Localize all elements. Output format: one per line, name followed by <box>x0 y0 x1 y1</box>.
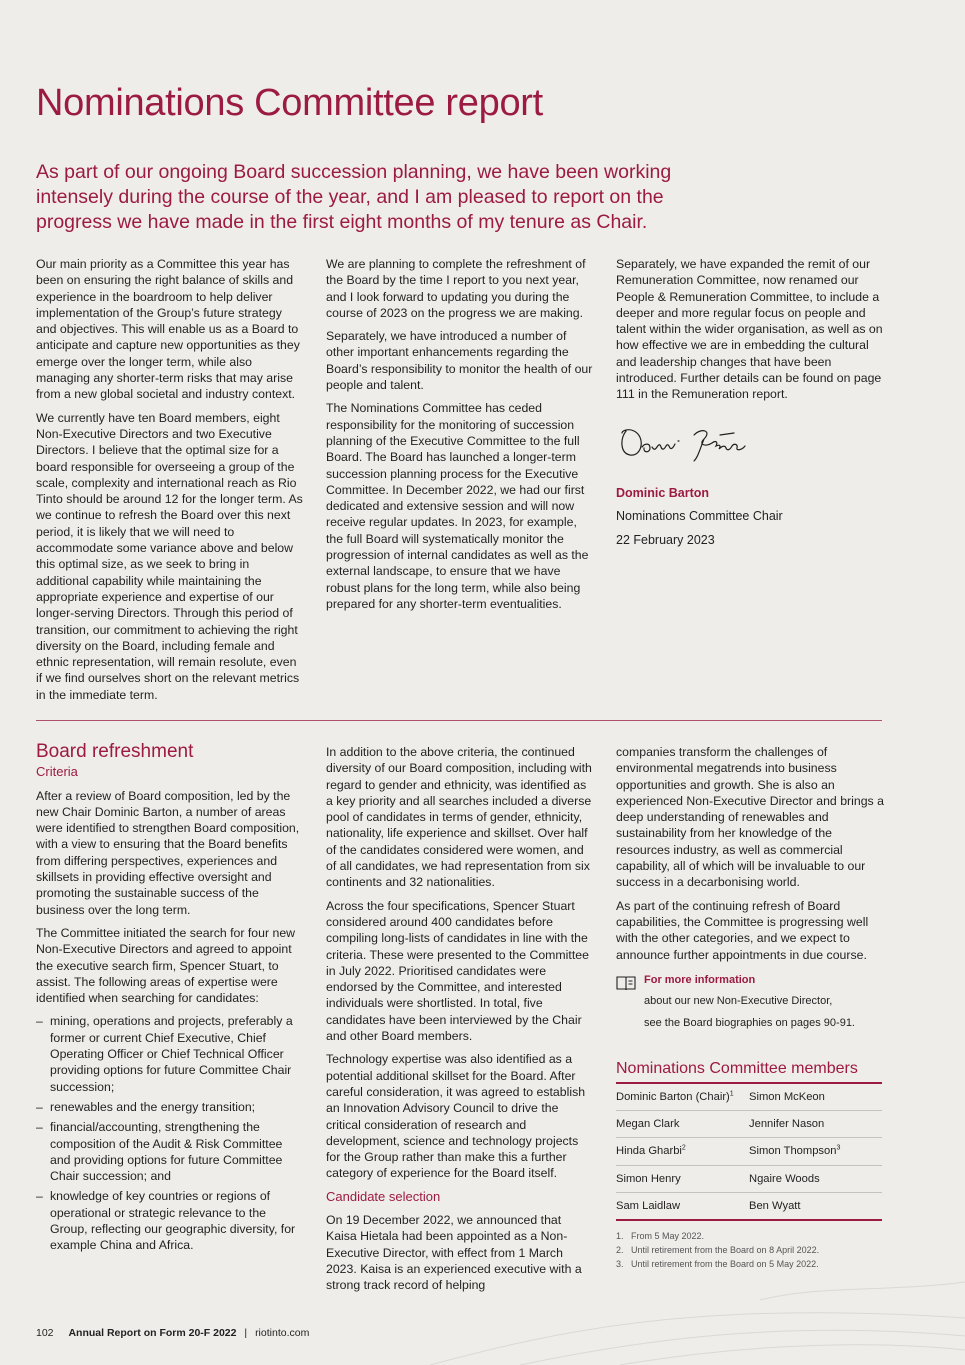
subheading-criteria: Criteria <box>36 764 78 780</box>
table-row <box>616 1138 882 1165</box>
board-refreshment-column-3 <box>616 744 884 1271</box>
paragraph: Technology expertise was also identified as a potential additional skillset for the Board. After careful consideration, it was agreed to establish an Innovation Advisory Council to drive the critical consideration of research and development, science and technology projects for the Group rather than make this a further category of experience for the Board itself. <box>326 1052 586 1181</box>
open-book-icon <box>616 973 636 1038</box>
paragraph: The Committee initiated the search for four new Non-Executive Directors and agreed to appoint the executive search firm, Spencer Stuart, to assist. The following areas of expertise were identified when searching for candidates: <box>36 925 296 1006</box>
page-number: 102 <box>36 1327 54 1339</box>
member-name: Simon Thompson$^3$ <box>749 1138 882 1165</box>
paragraph: Our main priority as a Committee this year has been on ensuring the right balance of skills and experience in the boardroom to help deliver implementation of the Group’s future strategy and objectives. This will enable us as a Board to anticipate and capture new opportunities as they emerge over the longer term, while also managing any shorter-term risks that may arise from a new global societal and industry context. <box>36 257 300 402</box>
footer-separator: | <box>244 1327 248 1339</box>
paragraph: We currently have ten Board members, eight Non-Executive Directors and two Executive Directors. I believe that the optimal size for a board responsible for overseeing a group of the scale, complexity and international reach as Rio Tinto should be around 12 for the longer term. As we continue to refresh the Board over this next period, it is likely that we will need to accommodate some variance above and below this optimal size, as we seek to bring in additional capability while maintaining the appropriate experience and expertise of our longer-serving Directors. Through this period of transition, our commitment to achieving the right diversity on the Board, including female and ethnic representation, will remain resolute, even if we find ourselves short on the relevant metrics in the immediate term. <box>36 410 303 702</box>
top-column-3 <box>616 256 884 555</box>
member-name: Simon McKeon <box>749 1083 882 1111</box>
members-table <box>616 1082 882 1221</box>
member-name: Simon Henry <box>616 1165 749 1192</box>
paragraph: Across the four specifications, Spencer Stuart considered around 400 candidates before compiling long-lists of candidates in line with the criteria. These were presented to the Committee in July 2022. Prioritised candidates were endorsed by the Committee, and interested individuals were shortlisted. In total, five candidates have been interviewed by the Chair and other Board members. <box>326 898 589 1044</box>
top-column-2 <box>326 256 594 619</box>
paragraph: In addition to the above criteria, the continued diversity of our Board composition, including with regard to gender and ethnicity, was identified as a key priority and all searches included a diverse pool of candidates in terms of gender, ethnicity, nationality, life experience and skillset. Over half of the candidates considered were women, and of all candidates, we had representation from six continents and 32 nationalities. <box>326 745 592 890</box>
members-footnotes <box>616 1229 884 1271</box>
intro-statement: As part of our ongoing Board succession planning, we have been working intensely during the course of the year, and I am pleased to report on the progress we have made in the first eight months of my tenure as Chair. <box>36 161 672 233</box>
more-info-title: For more information <box>644 973 756 986</box>
table-row <box>616 1165 882 1192</box>
list-item: – financial/accounting, strengthening the composition of the Audit & Risk Committee and providing options for future Committee Chair succession; and <box>36 1119 304 1184</box>
top-column-1 <box>36 256 304 710</box>
member-name: Hinda Gharbi$^2$ <box>616 1138 749 1165</box>
list-item: – renewables and the energy transition; <box>36 1099 304 1115</box>
signatory-name: Dominic Barton <box>616 485 710 500</box>
board-refreshment-column-2 <box>326 744 594 1301</box>
report-name: Annual Report on Form 20-F 2022 <box>68 1327 237 1339</box>
subheading-candidate-selection: Candidate selection <box>326 1188 441 1204</box>
board-refreshment-column-1 <box>36 741 304 1260</box>
expertise-list <box>36 1013 304 1253</box>
member-name: Megan Clark <box>616 1110 749 1137</box>
member-name: Ben Wyatt <box>749 1199 801 1212</box>
table-row <box>616 1083 882 1111</box>
more-info-link[interactable]: see the Board biographies on pages 90-91. <box>644 1016 855 1029</box>
page-title: Nominations Committee report <box>36 82 543 124</box>
member-name: Ngaire Woods <box>749 1165 882 1192</box>
footnote: 1. From 5 May 2022. <box>616 1231 705 1242</box>
paragraph: As part of the continuing refresh of Board capabilities, the Committee is progressing well with the other categories, and we expect to announce further appointments in due course. <box>616 898 869 962</box>
section-divider <box>36 720 882 721</box>
website-link[interactable]: riotinto.com <box>255 1327 310 1339</box>
footnote: 2. Until retirement from the Board on 8 April 2022. <box>616 1245 820 1256</box>
paragraph: On 19 December 2022, we announced that Kaisa Hietala had been appointed as a Non-Executive Director, with effect from 1 March 2023. Kaisa is an experienced executive with a strong track record of helping <box>326 1213 582 1293</box>
signatory-role: Nominations Committee Chair <box>616 509 783 524</box>
member-name: Sam Laidlaw <box>616 1199 681 1212</box>
more-info-callout[interactable] <box>616 973 884 1038</box>
more-info-line: about our new Non-Executive Director, <box>644 995 833 1008</box>
member-name: Dominic Barton (Chair)$^1$ <box>616 1083 749 1111</box>
paragraph: Separately, we have expanded the remit of our Remuneration Committee, now renamed our People & Remuneration Committee, to include a deeper and more regular focus on people and talent within the wider organisation, as well as on how effective we are in embedding the cultural and leadership changes that have been introduced. Further details can be found on page 111 in the Remuneration report. <box>616 257 883 402</box>
paragraph: Separately, we have introduced a number of other important enhancements regarding the Board’s responsibility to monitor the health of our people and talent. <box>326 329 593 393</box>
list-item: – mining, operations and projects, preferably a former or current Chief Executive, Chief Operating Officer or Chief Technical Officer providing options for future Committee Chair succession; <box>36 1013 304 1094</box>
section-heading-board-refreshment: Board refreshment <box>36 741 194 762</box>
member-name: Jennifer Nason <box>749 1110 882 1137</box>
paragraph: After a review of Board composition, led by the new Chair Dominic Barton, a number of areas were identified to strengthen Board composition, with a view to ensuring that the Board benefits from differing perspectives, experiences and skillsets in providing effective oversight and promoting the sustainable success of the business over the long term. <box>36 788 300 917</box>
table-row <box>616 1110 882 1137</box>
list-item: – knowledge of key countries or regions of operational or strategic relevance to the Group, reflecting our geographic diversity, for example China and Africa. <box>36 1188 304 1253</box>
footnote: 3. Until retirement from the Board on 5 May 2022. <box>616 1259 819 1270</box>
members-heading: Nominations Committee members <box>616 1060 858 1078</box>
page-footer <box>36 1327 309 1339</box>
signature-image <box>616 421 884 471</box>
signature-date: 22 February 2023 <box>616 532 715 547</box>
paragraph: The Nominations Committee has ceded responsibility for the monitoring of succession planning of the Executive Committee to the full Board. The Board has launched a longer-term succession planning process for the Executive Committee. In December 2022, we had our first dedicated and extensive session and will now receive regular updates. In 2023, for example, the full Board will systematically monitor the progression of internal candidates as well as the external landscape, to ensure that we have robust plans for the long term, while also being prepared for any shorter-term eventualities. <box>326 401 589 611</box>
paragraph: We are planning to complete the refreshment of the Board by the time I report to you next year, and I look forward to updating you during the course of 2023 on the progress we are making. <box>326 257 586 320</box>
table-row <box>616 1192 882 1220</box>
paragraph: companies transform the challenges of environmental megatrends into business opportunities and growth. She is also an experienced Non-Executive Director and brings a deep understanding of renewables and sustainability from her knowledge of the resources industry, as well as commercial capability, all of which will be invaluable to our success in a decarbonising world. <box>616 745 884 890</box>
